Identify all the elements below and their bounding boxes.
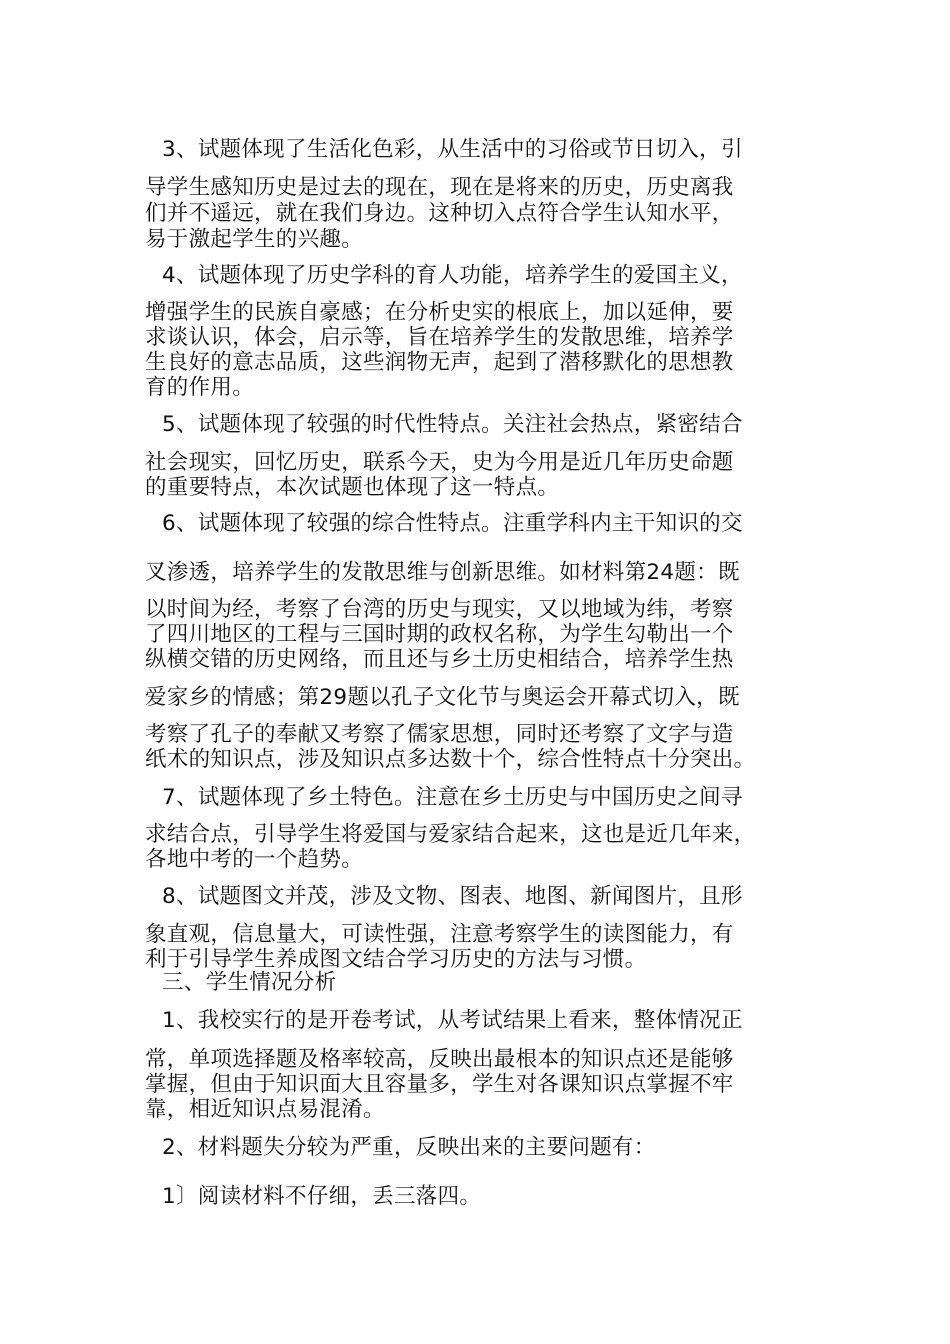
paragraph-line: 纸术的知识点，涉及知识点多达数十个，综合性特点十分突出。 bbox=[145, 747, 756, 772]
paragraph-line: 5、试题体现了较强的时代性特点。关注社会热点，紧密结合 bbox=[162, 412, 743, 437]
paragraph-line: 靠，相近知识点易混淆。 bbox=[145, 1097, 385, 1122]
paragraph-line: 象直观，信息量大，可读性强，注意考察学生的读图能力，有 bbox=[145, 922, 734, 947]
paragraph-line: 考察了孔子的奉献又考察了儒家思想，同时还考察了文字与造 bbox=[145, 722, 734, 747]
paragraph-line: 1〕阅读材料不仔细，丢三落四。 bbox=[162, 1184, 482, 1209]
paragraph-line: 6、试题体现了较强的综合性特点。注重学科内主干知识的交 bbox=[162, 511, 743, 536]
paragraph-line: 求谈认识，体会，启示等，旨在培养学生的发散思维，培养学 bbox=[145, 325, 734, 350]
paragraph-line: 7、试题体现了乡土特色。注意在乡土历史与中国历史之间寻 bbox=[162, 785, 743, 810]
paragraph-line: 各地中考的一个趋势。 bbox=[145, 847, 364, 872]
paragraph-line: 增强学生的民族自豪感；在分析史实的根底上，加以延伸，要 bbox=[145, 300, 734, 325]
paragraph-line: 2、材料题失分较为严重，反映出来的主要问题有： bbox=[162, 1135, 656, 1160]
paragraph-line: 爱家乡的情感；第29题以孔子文化节与奥运会开幕式切入，既 bbox=[145, 685, 740, 710]
paragraph-line: 常，单项选择题及格率较高，反映出最根本的知识点还是能够 bbox=[145, 1047, 734, 1072]
paragraph-line: 导学生感知历史是过去的现在，现在是将来的历史，历史离我 bbox=[145, 175, 734, 200]
paragraph-line: 利于引导学生养成图文结合学习历史的方法与习惯。 bbox=[145, 947, 647, 972]
paragraph-line: 们并不遥远，就在我们身边。这种切入点符合学生认知水平， bbox=[145, 201, 734, 226]
paragraph-line: 8、试题图文并茂，涉及文物、图表、地图、新闻图片，且形 bbox=[162, 884, 743, 909]
paragraph-line: 社会现实，回忆历史，联系今天，史为今用是近几年历史命题 bbox=[145, 450, 734, 475]
paragraph-line: 育的作用。 bbox=[145, 375, 255, 400]
paragraph-line: 以时间为经，考察了台湾的历史与现实，又以地域为纬，考察 bbox=[145, 597, 734, 622]
paragraph-line: 纵横交错的历史网络，而且还与乡土历史相结合，培养学生热 bbox=[145, 647, 734, 672]
paragraph-line: 的重要特点，本次试题也体现了这一特点。 bbox=[145, 475, 560, 500]
paragraph-line: 生良好的意志品质，这些润物无声，起到了潜移默化的思想教 bbox=[145, 350, 734, 375]
paragraph-line: 掌握，但由于知识面大且容量多，学生对各课知识点掌握不牢 bbox=[145, 1072, 734, 1097]
section-heading: 三、学生情况分析 bbox=[162, 970, 337, 995]
paragraph-line: 1、我校实行的是开卷考试，从考试结果上看来，整体情况正 bbox=[162, 1008, 743, 1033]
paragraph-line: 4、试题体现了历史学科的育人功能，培养学生的爱国主义， bbox=[162, 263, 743, 288]
paragraph-line: 求结合点，引导学生将爱国与爱家结合起来，这也是近几年来， bbox=[145, 822, 756, 847]
paragraph-line: 3、试题体现了生活化色彩，从生活中的习俗或节日切入，引 bbox=[162, 137, 743, 162]
paragraph-line: 叉渗透，培养学生的发散思维与创新思维。如材料第24题：既 bbox=[145, 560, 740, 585]
paragraph-line: 易于激起学生的兴趣。 bbox=[145, 227, 364, 252]
paragraph-line: 了四川地区的工程与三国时期的政权名称，为学生勾勒出一个 bbox=[145, 622, 734, 647]
